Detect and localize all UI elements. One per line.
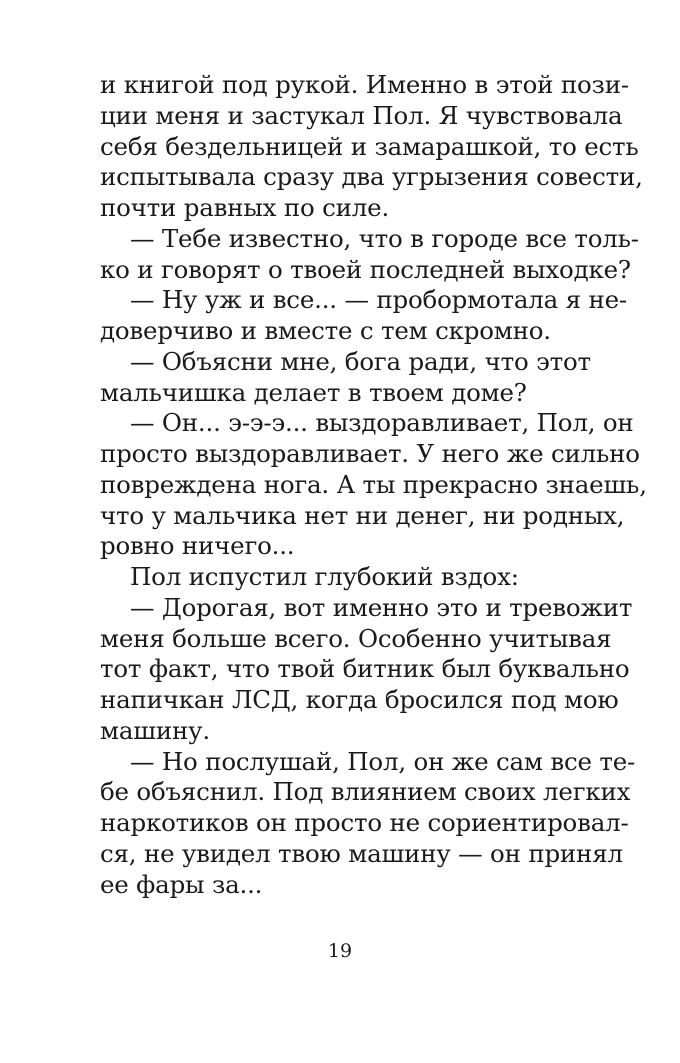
text-line: — Тебе известно, что в городе все толь- bbox=[130, 223, 639, 253]
text-line: — Но послушай, Пол, он же сам все те- bbox=[130, 746, 636, 776]
body-text bbox=[100, 70, 647, 900]
text-line: ся, не увидел твою машину — он принял bbox=[100, 838, 623, 868]
text-line: ко и говорят о твоей последней выходке? bbox=[100, 254, 631, 284]
text-line: машину. bbox=[100, 715, 210, 745]
text-line: повреждена нога. А ты прекрасно знаешь, bbox=[100, 469, 647, 499]
text-line: доверчиво и вместе с тем скромно. bbox=[100, 316, 551, 345]
text-line: Пол испустил глубокий вздох: bbox=[130, 562, 519, 591]
text-line: и книгой под рукой. Именно в этой пози- bbox=[100, 70, 629, 99]
text-line: просто выздоравливает. У него же сильно bbox=[100, 439, 640, 468]
text-line: ции меня и застукал Пол. Я чувствовала bbox=[100, 100, 623, 130]
text-line: испытывала сразу два угрызения совести, bbox=[100, 162, 643, 192]
page-number: 19 bbox=[327, 940, 353, 962]
text-line: тот факт, что твой битник был буквально bbox=[100, 654, 630, 684]
text-line: мальчишка делает в твоем доме? bbox=[100, 377, 527, 407]
text-line: — Дорогая, вот именно это и тревожит bbox=[130, 592, 633, 622]
text-line: почти равных по силе. bbox=[100, 193, 390, 222]
text-line: себя бездельницей и замарашкой, то есть bbox=[100, 131, 639, 161]
text-line: — Объясни мне, бога ради, что этот bbox=[130, 346, 591, 376]
text-line: ее фары за... bbox=[100, 869, 263, 899]
text-line: меня больше всего. Особенно учитывая bbox=[100, 623, 612, 653]
text-line: что у мальчика нет ни денег, ни родных, bbox=[100, 500, 625, 530]
text-line: наркотиков он просто не сориентировал- bbox=[100, 808, 629, 837]
text-line: — Ну уж и все... — пробормотала я не- bbox=[130, 285, 627, 315]
text-line: бе объяснил. Под влиянием своих легких bbox=[100, 777, 631, 807]
text-line: ровно ничего... bbox=[100, 531, 295, 561]
text-line: напичкан ЛСД, когда бросился под мою bbox=[100, 685, 619, 714]
text-line: — Он... э-э-э... выздоравливает, Пол, он bbox=[130, 408, 634, 438]
